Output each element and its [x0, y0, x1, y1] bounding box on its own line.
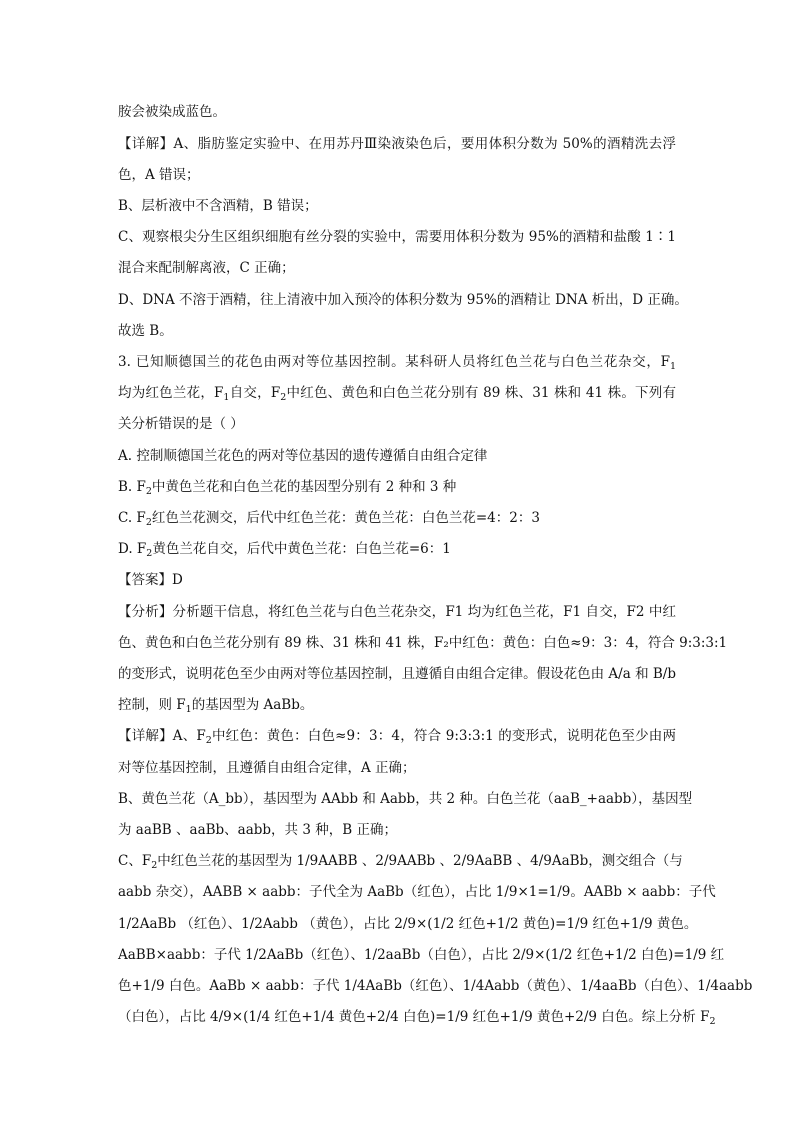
text-line: B、层析液中不含酒精，B 错误；: [118, 198, 318, 214]
text-line: 1/2AaBb （红色）、1/2Aabb （黄色），占比 2/9×(1/2 红色+1/2 黄色)=1/9 红色+1/9 黄色。: [118, 916, 698, 932]
text-line: AaBB×aabb：子代 1/2AaBb（红色）、1/2aaBb（白色），占比 2/9×(1/2 红色+1/2 白色)=1/9 红: [118, 947, 725, 963]
option-d: D. $F_2$黄色兰花自交，后代中黄色兰花：白色兰花=6：1: [118, 541, 451, 559]
text-line: 为 aaBB 、aaBb、aabb，共 3 种，B 正确；: [118, 822, 397, 838]
text-line: 色、黄色和白色兰花分别有 89 株、31 株和 41 株，F₂中红色：黄色：白色≈9：3：4，符合 9:3:3:1: [118, 635, 728, 651]
option-a: A. 控制顺德国兰花色的两对等位基因的遗传遵循自由组合定律: [118, 448, 488, 464]
text-line: aabb 杂交），AABB × aabb：子代全为 AaBb（红色），占比 1/9×1=1/9。AABb × aabb：子代: [118, 884, 716, 900]
text-line: 【详解】A、脂肪鉴定实验中、在用苏丹Ⅲ染液染色后，要用体积分数为 50%的酒精洗去浮: [118, 136, 676, 152]
text-line: 控制，则 $F_1$的基因型为 AaBb。: [118, 697, 314, 715]
text-line: C、观察根尖分生区组织细胞有丝分裂的实验中，需要用体积分数为 95%的酒精和盐酸 1∶1: [118, 229, 676, 245]
question-stem: 关分析错误的是（ ）: [118, 416, 244, 432]
text-line: （白色），占比 4/9×(1/4 红色+1/4 黄色+2/4 白色)=1/9 红色+1/9 黄色+2/9 白色。综上分析 $F_2$: [118, 1009, 716, 1027]
text-line: 胺会被染成蓝色。: [118, 104, 226, 120]
text-line: C、$F_2$中红色兰花的基因型为 1/9AABB 、2/9AABb 、2/9AaBB 、4/9AaBb，测交组合（与: [118, 853, 683, 871]
text-line: 色，A 错误；: [118, 167, 200, 183]
answer-line: 【答案】D: [118, 572, 183, 588]
text-line: B、黄色兰花（A_bb），基因型为 AAbb 和 Aabb，共 2 种。白色兰花（aaB_+aabb），基因型: [118, 791, 693, 807]
option-c: C. $F_2$红色兰花测交，后代中红色兰花：黄色兰花：白色兰花=4：2：3: [118, 510, 540, 528]
text-line: 【详解】A、$F_2$中红色：黄色：白色≈9：3：4，符合 9:3:3:1 的变形式，说明花色至少由两: [118, 728, 676, 746]
text-line: 色+1/9 白色。AaBb × aabb：子代 1/4AaBb（红色）、1/4Aabb（黄色）、1/4aaBb（白色）、1/4aabb: [118, 978, 753, 994]
text-line: 的变形式，说明花色至少由两对等位基因控制，且遵循自由组合定律。假设花色由 A/a 和 B/b: [118, 666, 676, 682]
text-line: 【分析】分析题干信息，将红色兰花与白色兰花杂交，F1 均为红色兰花，F1 自交，F2 中红: [118, 604, 676, 620]
text-line: 混合来配制解离液，C 正确；: [118, 260, 295, 276]
text-line: 对等位基因控制，且遵循自由组合定律，A 正确；: [118, 760, 416, 776]
text-line: 故选 B。: [118, 323, 173, 339]
text-line: D、DNA 不溶于酒精，往上清液中加入预冷的体积分数为 95%的酒精让 DNA 析出，D 正确。: [118, 292, 688, 308]
question-stem: 均为红色兰花，$F_1$自交，$F_2$中红色、黄色和白色兰花分别有 89 株、31 株和 41 株。下列有: [118, 385, 676, 403]
option-b: B. $F_2$中黄色兰花和白色兰花的基因型分别有 2 种和 3 种: [118, 479, 457, 497]
question-stem: 3. 已知顺德国兰的花色由两对等位基因控制。某科研人员将红色兰花与白色兰花杂交，$F_1$: [118, 354, 676, 372]
